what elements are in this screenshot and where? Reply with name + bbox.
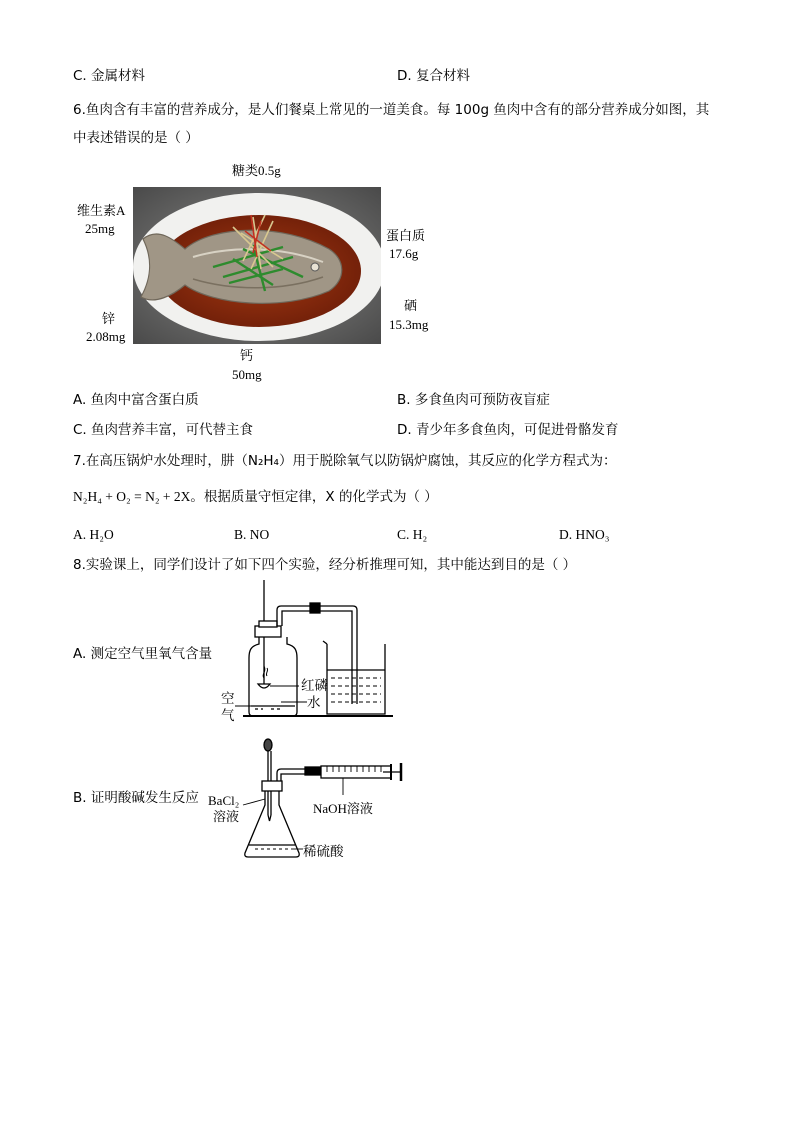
- sugar-label: 糖类0.5g: [232, 163, 281, 178]
- q7-option-c: C. H₂: [397, 527, 428, 542]
- option-c: C. 金属材料: [73, 68, 146, 84]
- q7-equation: N₂H₄ + O₂ = N₂ + 2X: [73, 489, 191, 504]
- air-label-2: 气: [221, 708, 235, 723]
- air-label-1: 空: [221, 691, 235, 706]
- vitamin-a-value: 25mg: [85, 221, 115, 236]
- dilute-acid-label: 稀硫酸: [303, 844, 344, 859]
- calcium-name: 钙: [240, 348, 254, 363]
- protein-name: 蛋白质: [386, 228, 426, 243]
- q6-option-a: A. 鱼肉中富含蛋白质: [73, 392, 199, 408]
- q6-stem-line1: 6.鱼肉含有丰富的营养成分，是人们餐桌上常见的一道美食。每 100g 鱼肉中含有的部分营养成分如图，其: [73, 102, 710, 118]
- q6-stem-line2: 中表述错误的是（ ）: [73, 130, 199, 146]
- q8-option-a: A. 测定空气里氧气含量: [73, 646, 213, 662]
- q6-option-d: D. 青少年多食鱼肉，可促进骨骼发育: [397, 422, 619, 438]
- q7-stem-line1: 7.在高压锅炉水处理时，肼（N₂H₄）用于脱除氧气以防锅炉腐蚀，其反应的化学方程式为：: [73, 453, 617, 469]
- steamed-fish-photo: [133, 187, 381, 344]
- q7-stem-rest: 。根据质量守恒定律，X 的化学式为（ ）: [190, 489, 438, 505]
- water-label: 水: [307, 695, 321, 710]
- q8-stem: 8.实验课上，同学们设计了如下四个实验，经分析推理可知，其中能达到目的是（ ）: [73, 557, 577, 573]
- bacl2-solution-label: 溶液: [213, 809, 240, 824]
- steamed-fish-illustration: [133, 187, 381, 344]
- acid-base-apparatus-diagram: [205, 735, 410, 865]
- zinc-name: 锌: [102, 311, 116, 326]
- bacl2-label: BaCl₂: [208, 793, 240, 808]
- q7-option-a: A. H₂O: [73, 527, 114, 542]
- selenium-name: 硒: [404, 298, 418, 313]
- oxygen-apparatus-diagram: [215, 578, 400, 724]
- naoh-label: NaOH溶液: [313, 801, 373, 816]
- calcium-value: 50mg: [232, 367, 262, 382]
- q7-option-b: B. NO: [234, 527, 270, 542]
- q6-option-c: C. 鱼肉营养丰富，可代替主食: [73, 422, 254, 438]
- q7-option-d: D. HNO₃: [559, 527, 610, 542]
- protein-value: 17.6g: [389, 246, 419, 261]
- q8-option-b: B. 证明酸碱发生反应: [73, 790, 199, 806]
- zinc-value: 2.08mg: [86, 329, 126, 344]
- option-d: D. 复合材料: [397, 68, 470, 84]
- q7-stem-line2: [73, 488, 438, 506]
- vitamin-a-name: 维生素A: [77, 203, 126, 218]
- selenium-value: 15.3mg: [389, 317, 429, 332]
- red-phosphorus-label: 红磷: [301, 678, 328, 693]
- q6-option-b: B. 多食鱼肉可预防夜盲症: [397, 392, 550, 408]
